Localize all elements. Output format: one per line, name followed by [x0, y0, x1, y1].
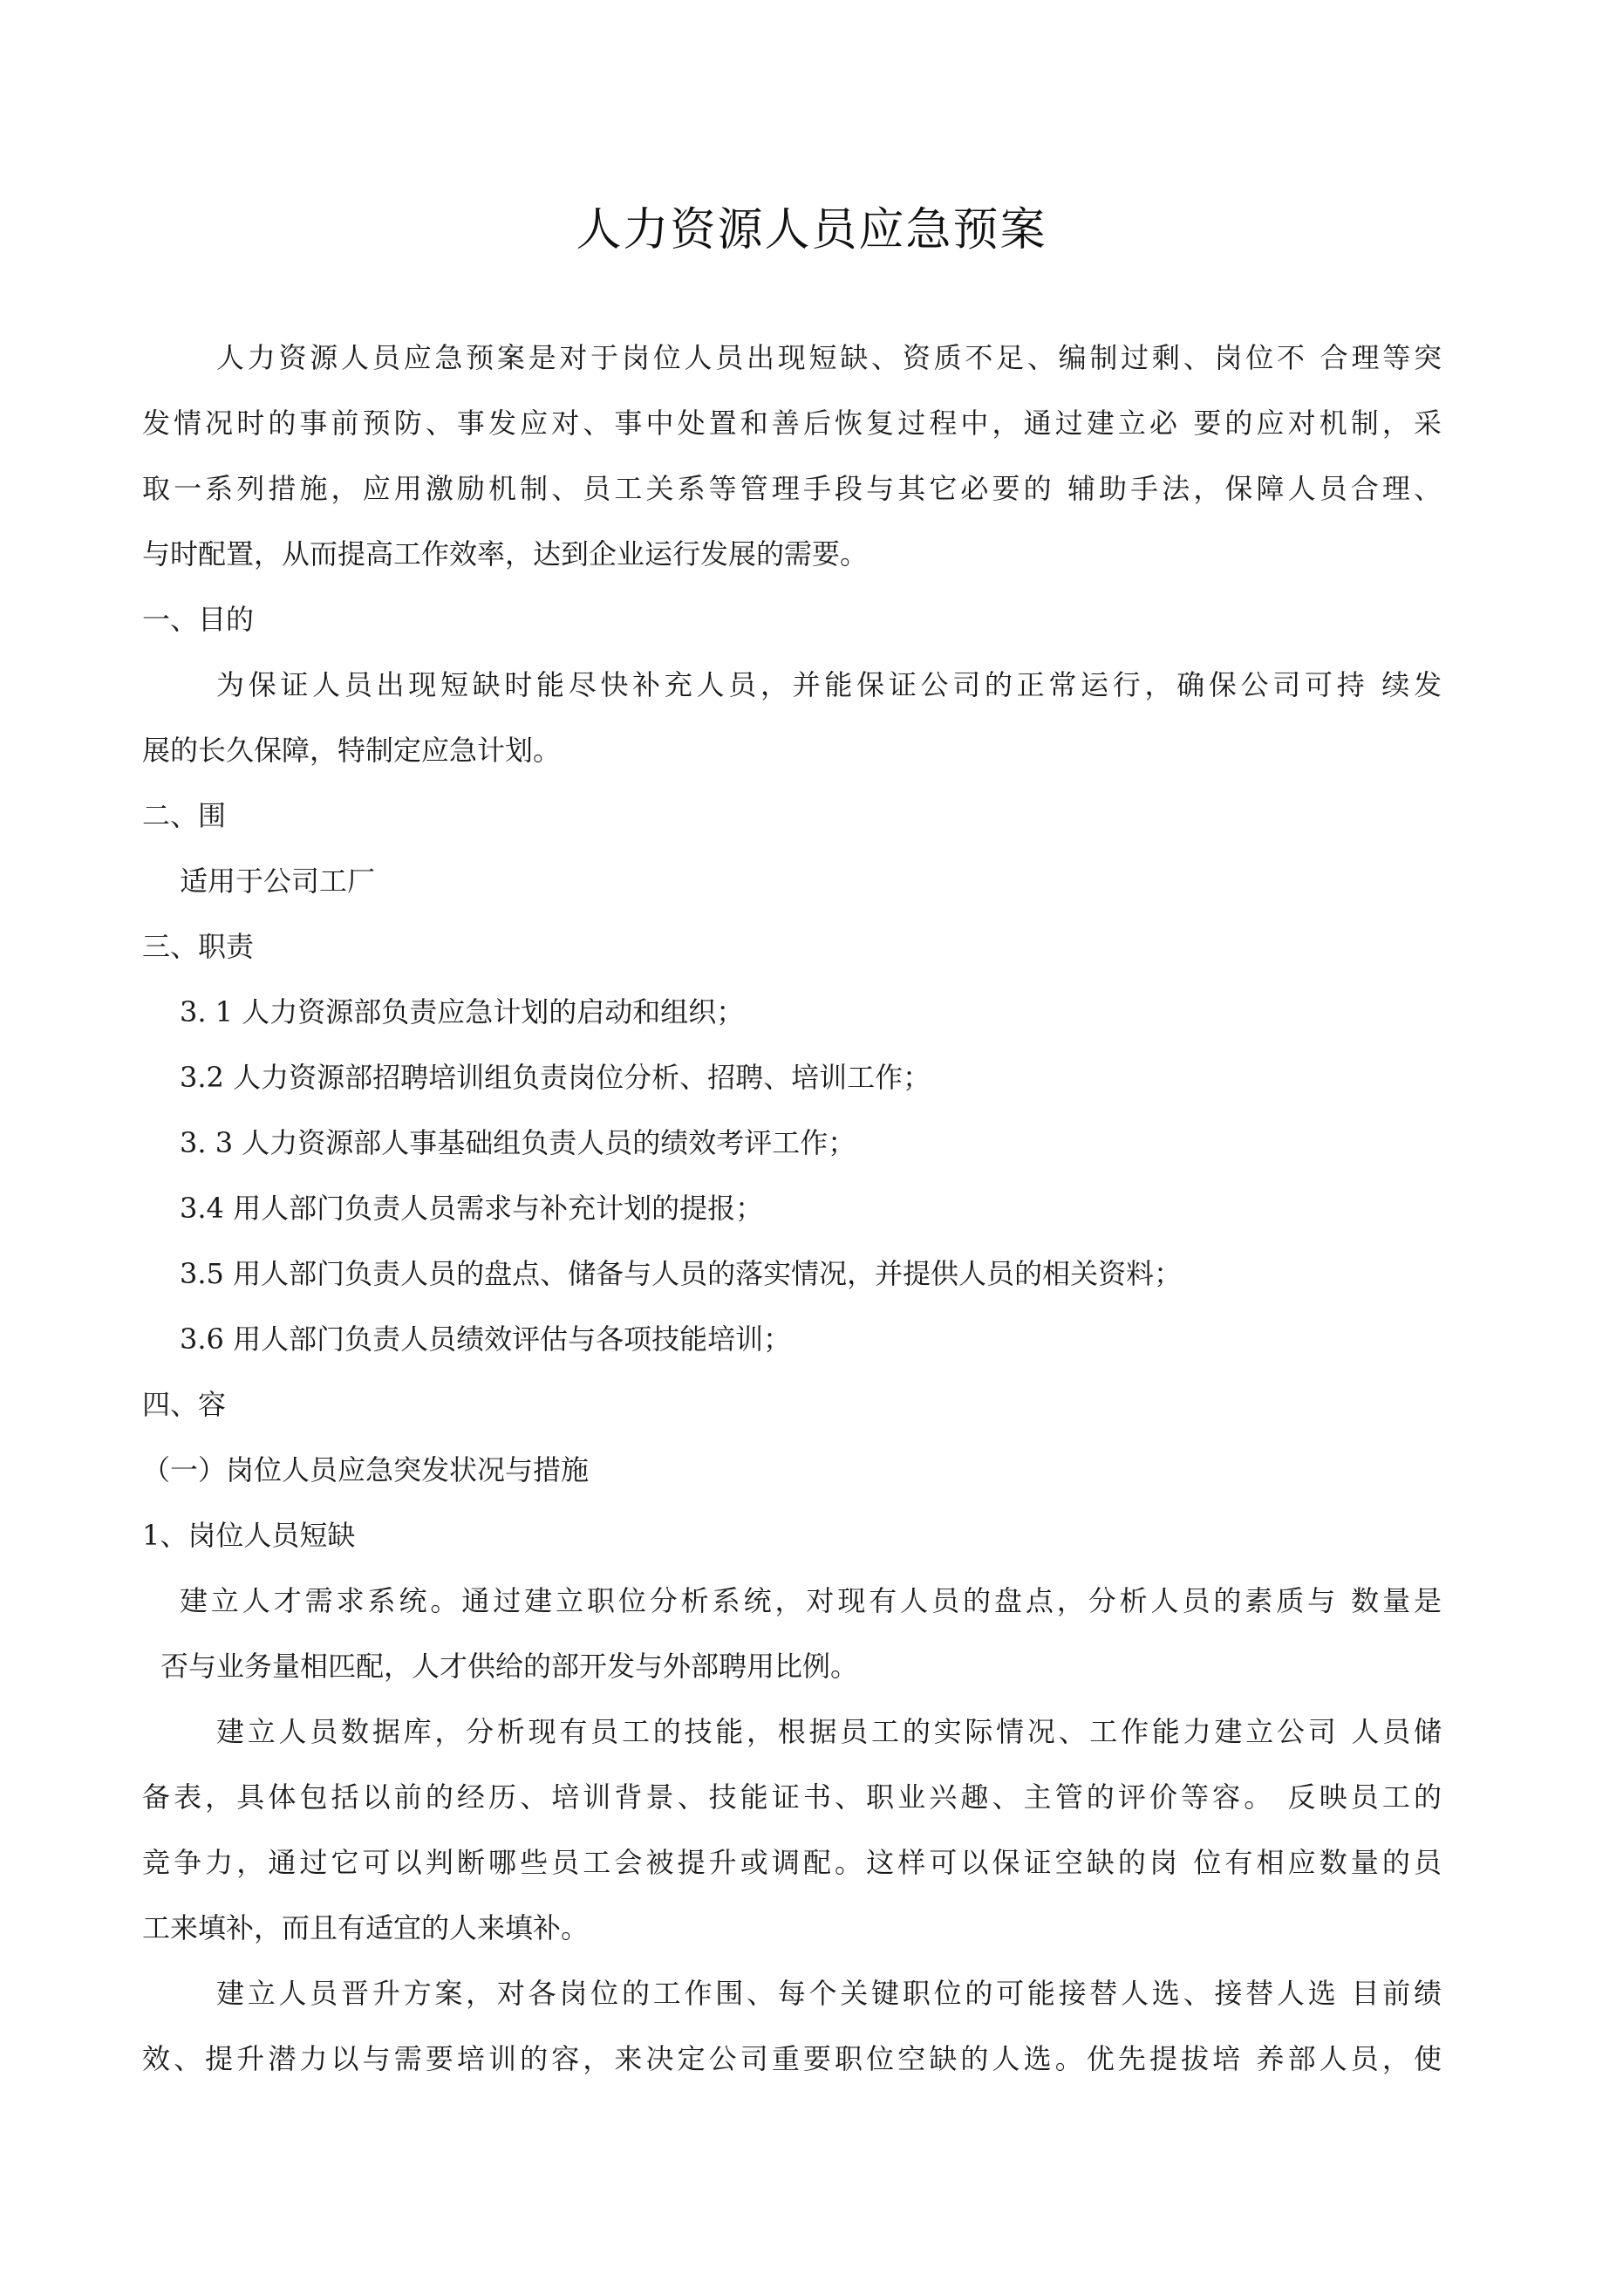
- intro-line: 与时配置，从而提高工作效率，达到企业运行发展的需要。: [142, 537, 869, 571]
- document-title: 人力资源人员应急预案: [576, 204, 1047, 256]
- subsection-heading: （一）岗位人员应急突发状况与措施: [142, 1453, 590, 1486]
- intro-line: 取一系列措施，应用激励机制、员工关系等管理手段与其它必要的 辅助手法，保障人员合理、: [142, 472, 1442, 505]
- intro-line: 人力资源人员应急预案是对于岗位人员出现短缺、资质不足、编制过剩、岗位不 合理等突: [216, 341, 1442, 374]
- purpose-line: 为保证人员出现短缺时能尽快补充人员，并能保证公司的正常运行，确保公司可持 续发: [216, 668, 1442, 701]
- duty-item: 3.5 用人部门负责人员的盘点、储备与人员的落实情况，并提供人员的相关资料；: [180, 1257, 1183, 1290]
- intro-line: 发情况时的事前预防、事发应对、事中处置和善后恢复过程中，通过建立必 要的应对机制，采: [142, 407, 1442, 440]
- duty-item: 3.2 人力资源部招聘培训组负责岗位分析、招聘、培训工作；: [180, 1061, 931, 1094]
- section-heading-duties: 三、职责: [142, 930, 255, 963]
- document-body: [142, 325, 1442, 2092]
- duty-item: 3.6 用人部门负责人员绩效评估与各项技能培训；: [180, 1322, 792, 1356]
- duty-item: 3. 1 人力资源部负责应急计划的启动和组织；: [180, 995, 745, 1028]
- paragraph-line: 建立人员数据库，分析现有员工的技能，根据员工的实际情况、工作能力建立公司 人员储: [216, 1715, 1442, 1748]
- paragraph-line: 竞争力，通过它可以判断哪些员工会被提升或调配。这样可以保证空缺的岗 位有相应数量的员: [142, 1846, 1442, 1879]
- paragraph-line: 建立人才需求系统。通过建立职位分析系统，对现有人员的盘点，分析人员的素质与 数量是: [180, 1584, 1442, 1617]
- section-heading-scope: 二、围: [142, 799, 227, 832]
- scope-text: 适用于公司工厂: [180, 864, 376, 898]
- purpose-line: 展的长久保障，特制定应急计划。: [142, 734, 562, 767]
- paragraph-line: 建立人员晋升方案，对各岗位的工作围、每个关键职位的可能接替人选、接替人选 目前绩: [216, 1977, 1442, 2010]
- item-heading: 1、岗位人员短缺: [142, 1519, 356, 1552]
- duty-item: 3.4 用人部门负责人员需求与补充计划的提报；: [180, 1192, 764, 1225]
- duty-item: 3. 3 人力资源部人事基础组负责人员的绩效考评工作；: [180, 1126, 856, 1159]
- paragraph-line: 效、提升潜力以与需要培训的容，来决定公司重要职位空缺的人选。优先提拔培 养部人员，使: [142, 2042, 1442, 2075]
- paragraph-line: 备表，具体包括以前的经历、培训背景、技能证书、职业兴趣、主管的评价等容。 反映员工的: [142, 1780, 1442, 1814]
- section-heading-content: 四、容: [142, 1388, 227, 1421]
- paragraph-line: 否与业务量相匹配，人才供给的部开发与外部聘用比例。: [160, 1650, 859, 1683]
- section-heading-purpose: 一、目的: [142, 603, 255, 636]
- paragraph-line: 工来填补，而且有适宜的人来填补。: [142, 1911, 590, 1944]
